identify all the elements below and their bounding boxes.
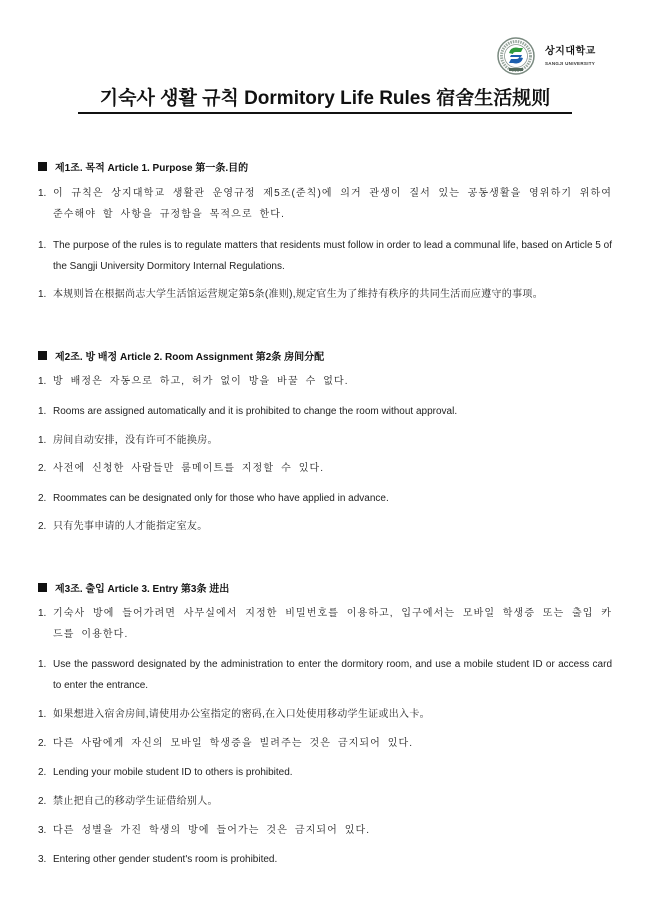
article-2-item-1-en <box>38 401 612 422</box>
item-text: 다른 사람에게 자신의 모바일 학생증을 빌려주는 것은 금지되어 있다. <box>53 738 414 749</box>
item-text: Entering other gender student's room is prohibited. <box>53 854 278 865</box>
sangji-emblem-icon <box>497 37 535 75</box>
item-text: 房间自动安排，没有许可不能换房。 <box>53 435 218 446</box>
square-bullet-icon <box>38 162 47 171</box>
article-1-item-en <box>38 235 612 277</box>
article-1-item-ko <box>38 183 612 225</box>
item-text: 本规则旨在根据尚志大学生活馆运营规定第5条(准则),规定官生为了维持有秩序的共同生活而应遵守的事项。 <box>53 289 543 300</box>
logo-name-english: SANGJI UNIVERSITY <box>545 61 596 66</box>
item-number: 2. <box>38 738 47 749</box>
item-text: 이 규칙은 상지대학교 생활관 운영규정 제5조(준칙)에 의거 관생이 질서 있는 공동생활을 영위하기 위하여 준수해야 할 사항을 규정함을 목적으로 한다. <box>53 188 612 220</box>
article-3-heading-text: 제3조. 출입 Article 3. Entry 第3条 进出 <box>55 584 230 595</box>
item-number: 1. <box>38 709 47 720</box>
item-text: The purpose of the rules is to regulate matters that residents must follow in order to lead a communal life, based on Article 5 of the Sangji University Dormitory Internal Regulations. <box>53 240 612 272</box>
item-number: 1. <box>38 608 47 619</box>
item-number: 1. <box>38 435 47 446</box>
article-2-item-2-en <box>38 488 612 509</box>
article-1-heading-text: 제1조. 목적 Article 1. Purpose 第一条.目的 <box>55 163 249 174</box>
item-text: Roommates can be designated only for those who have applied in advance. <box>53 493 389 504</box>
item-number: 1. <box>38 188 47 199</box>
item-number: 2. <box>38 493 47 504</box>
article-2-heading-text: 제2조. 방 배정 Article 2. Room Assignment 第2条 房间分配 <box>55 352 325 363</box>
logo-text <box>545 46 596 66</box>
item-number: 1. <box>38 376 47 387</box>
article-2-heading <box>38 348 324 363</box>
article-3-item-1-en <box>38 654 612 696</box>
article-2-item-2-ko <box>38 458 612 479</box>
item-text: Use the password designated by the administration to enter the dormitory room, and use a mobile student ID or access card to enter the entrance. <box>53 659 612 691</box>
item-number: 3. <box>38 854 47 865</box>
item-number: 1. <box>38 289 47 300</box>
item-text: 다른 성별을 가진 학생의 방에 들어가는 것은 금지되어 있다. <box>53 825 371 836</box>
article-1-heading <box>38 159 248 174</box>
article-3-item-2-en <box>38 762 612 783</box>
item-text: Rooms are assigned automatically and it is prohibited to change the room without approval. <box>53 406 458 417</box>
item-text: 사전에 신청한 사람들만 룸메이트를 지정할 수 있다. <box>53 463 325 474</box>
item-text: 기숙사 방에 들어가려면 사무실에서 지정한 비밀번호를 이용하고, 입구에서는 모바일 학생증 또는 출입 카드를 이용한다. <box>53 608 612 640</box>
article-1-item-zh <box>38 284 612 305</box>
item-number: 2. <box>38 767 47 778</box>
square-bullet-icon <box>38 351 47 360</box>
article-3-item-3-en <box>38 849 612 870</box>
article-3-heading <box>38 580 229 595</box>
item-number: 2. <box>38 463 47 474</box>
item-number: 1. <box>38 240 47 251</box>
article-3-item-2-ko <box>38 733 612 754</box>
university-logo <box>497 37 596 75</box>
square-bullet-icon <box>38 583 47 592</box>
item-number: 3. <box>38 825 47 836</box>
item-text: 如果想进入宿舍房间,请使用办公室指定的密码,在入口处使用移动学生证或出入卡。 <box>53 709 430 720</box>
logo-name-korean: 상지대학교 <box>545 46 596 57</box>
item-text: 禁止把自己的移动学生证借给别人。 <box>53 796 218 807</box>
article-2-item-1-ko <box>38 371 612 392</box>
article-3-item-3-ko <box>38 820 612 841</box>
article-3-item-1-zh <box>38 704 612 725</box>
item-number: 2. <box>38 521 47 532</box>
article-3-item-1-ko <box>38 603 612 645</box>
item-text: Lending your mobile student ID to others is prohibited. <box>53 767 293 778</box>
article-2-item-2-zh <box>38 516 612 537</box>
document-title: 기숙사 생활 규칙 Dormitory Life Rules 宿舍生活规则 <box>78 87 572 114</box>
article-2-item-1-zh <box>38 430 612 451</box>
item-number: 1. <box>38 406 47 417</box>
item-number: 1. <box>38 659 47 670</box>
item-text: 只有先事申请的人才能指定室友。 <box>53 521 208 532</box>
item-text: 방 배정은 자동으로 하고, 허가 없이 방을 바꿀 수 없다. <box>53 376 349 387</box>
article-3-item-2-zh <box>38 791 612 812</box>
item-number: 2. <box>38 796 47 807</box>
